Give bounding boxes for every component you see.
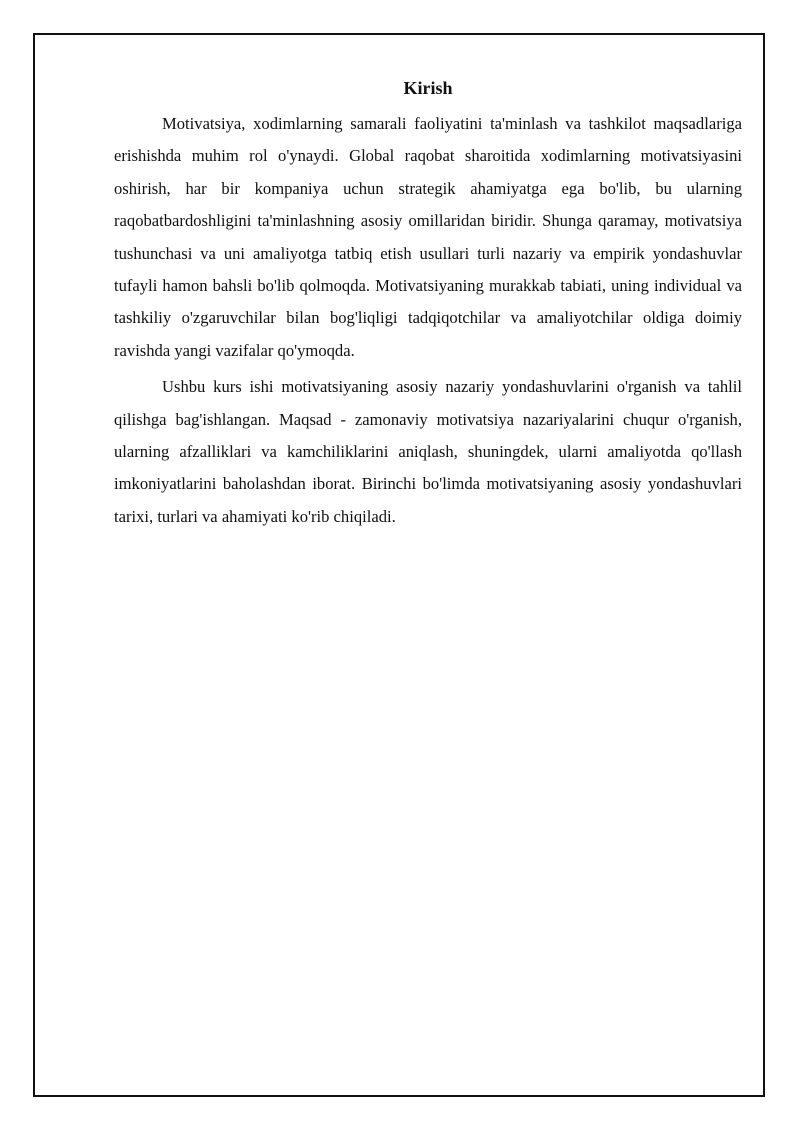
section-heading: Kirish (403, 78, 453, 98)
paragraph-1: Motivatsiya, xodimlarning samarali faoliyatini ta'minlash va tashkilot maqsadlariga erishishda muhim rol o'ynaydi. Global raqobat sharoitida xodimlarning motivatsiyasini oshirish, har bir kompaniya uchun strategik ahamiyatga ega bo'lib, bu ularning raqobatbardoshligini ta'minlashning asosiy omillaridan biridir. Shunga qaramay, motivatsiya tushunchasi va uni amaliyotga tatbiq etish usullari turli nazariy va empirik yondashuvlar tufayli hamon bahsli bo'lib qolmoqda. Motivatsiyaning murakkab tabiati, uning individual va tashkiliy o'zgaruvchilar bilan bog'liqligi tadqiqotchilar va amaliyotchilar oldiga doimiy ravishda yangi vazifalar qo'ymoqda. (114, 114, 742, 360)
paragraph-2: Ushbu kurs ishi motivatsiyaning asosiy nazariy yondashuvlarini o'rganish va tahlil qilishga bag'ishlangan. Maqsad - zamonaviy motivatsiya nazariyalarini chuqur o'rganish, ularning afzalliklari va kamchiliklarini aniqlash, shuningdek, ularni amaliyotda qo'llash imkoniyatlarini baholashdan iborat. Birinchi bo'limda motivatsiyaning asosiy yondashuvlari tarixi, turlari va ahamiyati ko'rib chiqiladi. (114, 377, 742, 526)
document-body (114, 76, 742, 537)
